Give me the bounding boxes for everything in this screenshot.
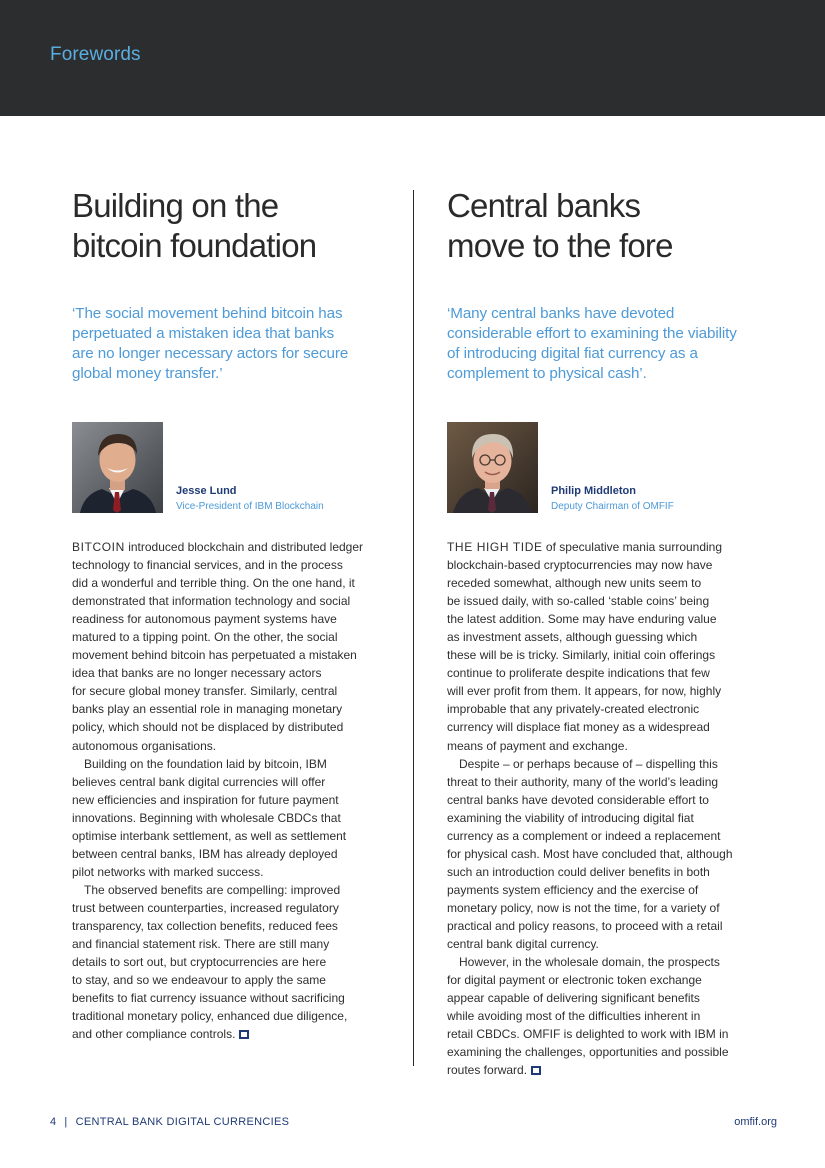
portrait-image <box>447 422 538 513</box>
paragraph-text: The observed benefits are compelling: improved trust between counterparties, increased regulatory transparency, tax collection benefits, reduced fees and financial statement risk. There are still many details to sort out, but cryptocurrencies are here to stay, and so we endeavour to apply the same benefits to fiat currency issuance without sacrificing traditional monetary policy, enhanced due diligence, and other compliance controls. <box>72 882 348 1042</box>
author-photo <box>72 422 163 513</box>
footer-publication <box>50 1116 289 1128</box>
paragraph-text: of speculative mania surrounding blockchain-based cryptocurrencies may now have receded somewhat, although new units seem to be issued daily, with so-called ‘stable coins’ being the latest addition. Some may have enduring value as investment assets, although guessing which these will be is tricky. Similarly, initial coin offerings continue to proliferate despite indications that few will ever profit from them. It appears, for now, highly improbable that any privately-created electronic currency will displace fiat money as a widespread means of payment and exchange. <box>447 540 723 753</box>
paragraph: Building on the foundation laid by bitcoin, IBM believes central bank digital currencies will offer new efficiencies and inspiration for future payment innovations. Beginning with wholesale CBDCs that optimise interbank settlement, as well as settlement between central banks, IBM has already deployed pilot networks with marked success. <box>72 756 347 879</box>
pull-quote: ‘Many central banks have devoted considerable effort to examining the viability of introducing digital fiat currency as a complement to physical cash’. <box>447 305 737 382</box>
end-mark-icon <box>239 1030 249 1039</box>
pull-quote: ‘The social movement behind bitcoin has perpetuated a mistaken idea that banks are no longer necessary actors for secure global money transfer.’ <box>72 305 349 382</box>
author-block <box>447 422 759 514</box>
paragraph: Despite – or perhaps because of – dispelling this threat to their authority, many of the world’s leading central banks have devoted considerable effort to examining the viability of introducing digital fiat currency as a complement or indeed a replacement for physical cash. Most have concluded that, although such an introduction could deliver benefits in both payments system efficiency and the exercise of monetary policy, now is not the time, for a variety of practical and policy reasons, to proceed with a retail central bank digital currency. <box>447 756 733 952</box>
author-name: Jesse Lund <box>176 485 237 497</box>
publication-title: CENTRAL BANK DIGITAL CURRENCIES <box>75 1116 290 1128</box>
author-photo <box>447 422 538 513</box>
article-title: Central banks move to the fore <box>447 187 673 264</box>
paragraph <box>72 881 384 1043</box>
foreword-right <box>447 186 759 1079</box>
page-number: 4 <box>50 1116 57 1128</box>
paragraph <box>72 538 384 755</box>
portrait-image <box>72 422 163 513</box>
foreword-left <box>72 186 384 1043</box>
end-mark-icon <box>531 1066 541 1075</box>
article-body <box>447 538 759 1079</box>
paragraph <box>447 538 759 755</box>
page-footer <box>50 1116 777 1132</box>
article-title: Building on the bitcoin foundation <box>72 187 317 264</box>
column-divider <box>413 190 414 1066</box>
lead-in: BITCOIN <box>72 540 125 554</box>
section-label: Forewords <box>50 44 141 65</box>
author-role: Deputy Chairman of OMFIF <box>551 501 674 512</box>
author-info <box>551 484 674 514</box>
paragraph-text: However, in the wholesale domain, the prospects for digital payment or electronic token exchange appear capable of delivering significant benefits while avoiding most of the difficulties inherent in retail CBDCs. OMFIF is delighted to work with IBM in examining the challenges, opportunities and possible routes forward. <box>447 955 729 1078</box>
footer-separator: | <box>64 1116 68 1128</box>
author-name: Philip Middleton <box>551 485 636 497</box>
author-info <box>176 484 324 514</box>
author-role: Vice-President of IBM Blockchain <box>176 501 324 512</box>
website-link[interactable]: omfif.org <box>734 1116 777 1128</box>
author-block <box>72 422 384 514</box>
paragraph-text: introduced blockchain and distributed ledger technology to financial services, and in the process did a wonderful and terrible thing. On the one hand, it demonstrated that information technology and social readiness for autonomous payment systems have matured to a tipping point. On the other, the social movement behind bitcoin has perpetuated a mistaken idea that banks are no longer necessary actors for secure global money transfer. Similarly, central banks play an essential role in managing monetary policy, which should not be displaced by distributed autonomous organisations. <box>72 540 364 753</box>
paragraph <box>447 953 759 1079</box>
header-bar <box>0 0 825 116</box>
lead-in: THE HIGH TIDE <box>447 540 543 554</box>
article-body <box>72 538 384 1043</box>
